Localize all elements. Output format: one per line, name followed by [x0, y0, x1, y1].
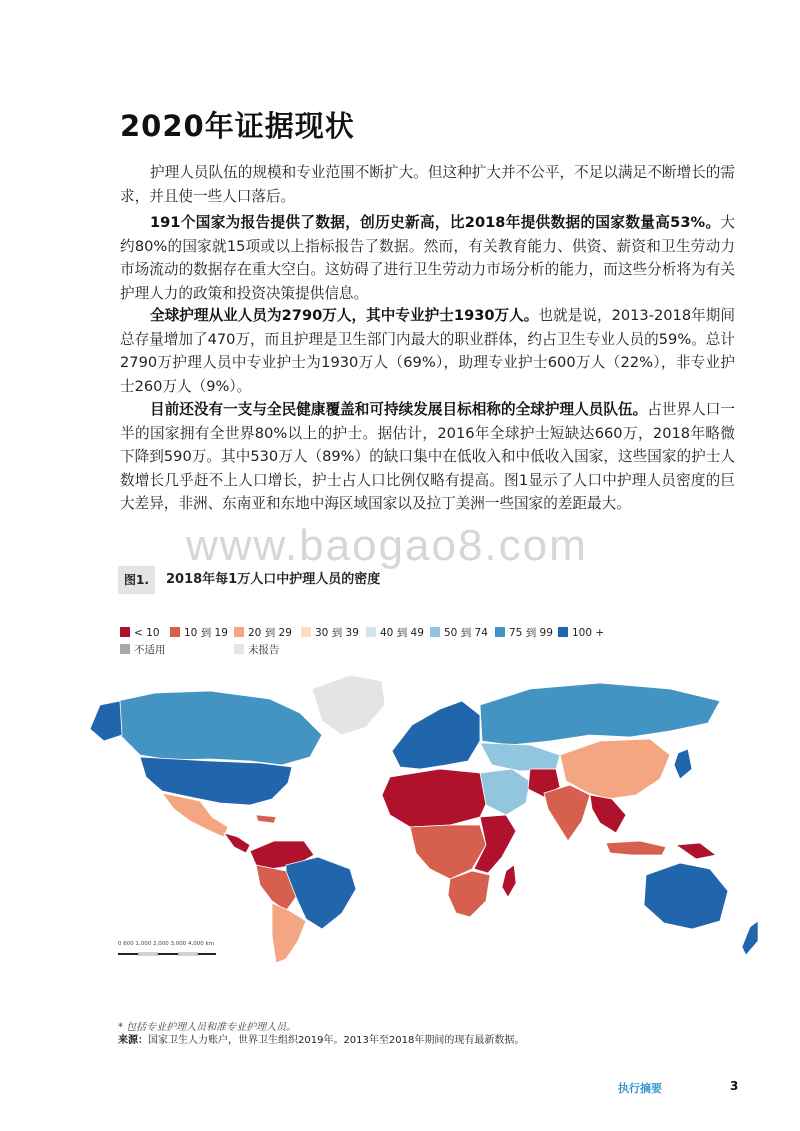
region-central-america: [224, 833, 250, 853]
legend-swatch: [430, 627, 440, 637]
paragraph-text: 占世界人口一半的国家拥有全世界80%以上的护士。据估计，2016年全球护士短缺达660万，2018年略微下降到590万。其中530万人（89%）的缺口集中在低收入和中低收入国家，这些国家的护士人数增长几乎赶不上人口增长，护士占人口比例仅略有提高。图1显示了人口中护理人员密度的巨大差异，非洲、东南亚和东地中海区域国家以及拉丁美洲一些国家的差距最大。: [120, 401, 735, 512]
legend-swatch: [558, 627, 568, 637]
region-russia: [480, 683, 720, 745]
region-central-asia: [480, 743, 560, 771]
legend-item: [558, 626, 604, 640]
legend-item: [301, 626, 359, 640]
scale-values: 0 600 1,000 2,000 3,000 4,000: [118, 941, 204, 947]
region-southern-africa: [448, 871, 490, 917]
legend-swatch: [495, 627, 505, 637]
region-alaska: [90, 701, 122, 741]
legend-label: 10 到 19: [184, 627, 228, 639]
legend-swatch: [120, 644, 130, 654]
region-japan: [674, 749, 692, 779]
page-title: 2020年证据现状: [120, 109, 355, 143]
scale-unit: km: [205, 941, 215, 947]
legend-label: 未报告: [248, 644, 280, 656]
paragraph-lead: 目前还没有一支与全民健康覆盖和可持续发展目标相称的全球护理人员队伍。: [150, 401, 648, 418]
region-india: [544, 785, 590, 841]
paragraph-text: 大约80%的国家就15项或以上指标报告了数据。然而，有关教育能力、供资、薪资和卫生劳动力市场流动的数据存在重大空白。这妨碍了进行卫生劳动力市场分析的能力，而这些分析将为有关护理人力的政策和投资决策提供信息。: [120, 214, 735, 302]
paragraph-intro: [120, 161, 735, 208]
region-canada: [108, 691, 322, 765]
legend-label: < 10: [134, 627, 160, 639]
paragraph-workforce-size: [120, 304, 735, 398]
scale-segment: [178, 953, 198, 955]
scale-segment: [138, 953, 158, 955]
region-europe: [392, 701, 480, 769]
region-southern-cone: [272, 903, 306, 963]
figure-number: 图1.: [118, 566, 155, 594]
region-australia: [644, 863, 728, 929]
legend-swatch: [301, 627, 311, 637]
paragraph-text: 护理人员队伍的规模和专业范围不断扩大。但这种扩大并不公平，不足以满足不断增长的需求，并且使一些人口落后。: [120, 164, 735, 205]
region-southeast-asia: [590, 795, 626, 833]
legend-label: 不适用: [134, 644, 166, 656]
legend-swatch: [234, 627, 244, 637]
footnote: * 包括专业护理人员和准专业护理人员。: [118, 1022, 297, 1033]
footer-section-name: 执行摘要: [618, 1082, 662, 1095]
source-text: 国家卫生人力账户，世界卫生组织2019年。2013年至2018年期间的现有最新数据。: [148, 1035, 525, 1046]
legend-item: [170, 626, 228, 640]
region-north-africa: [382, 769, 490, 827]
legend-label: 40 到 49: [380, 627, 424, 639]
scale-segment: [158, 953, 178, 955]
paragraph-data-reporting: [120, 211, 735, 305]
region-usa: [140, 757, 292, 805]
legend-swatch: [366, 627, 376, 637]
scale-segment: [198, 953, 216, 955]
legend-swatch: [170, 627, 180, 637]
paragraph-lead: 191个国家为报告提供了数据，创历史新高，比2018年提供数据的国家数量高53%。: [150, 214, 721, 231]
region-new-zealand: [742, 921, 758, 955]
legend-swatch: [234, 644, 244, 654]
legend-label: 100 +: [572, 627, 605, 639]
legend-item: [495, 626, 553, 640]
legend-item: [234, 643, 280, 657]
legend-item: [120, 626, 160, 640]
legend-label: 20 到 29: [248, 627, 292, 639]
region-papua-new-guinea: [676, 843, 716, 859]
legend-item: [120, 643, 166, 657]
paragraph-text: 也就是说，2013-2018年期间总存量增加了470万，而且护理是卫生部门内最大的职业群体，约占卫生专业人员的59%。总计2790万护理人员中专业护士为1930万人（69%），助理专业护士600万人（22%），非专业护士260万人（9%）。: [120, 307, 735, 395]
legend-label: 30 到 39: [315, 627, 359, 639]
source-note: [118, 1031, 524, 1046]
region-madagascar: [502, 865, 516, 897]
paragraph-lead: 全球护理从业人员为2790万人，其中专业护士1930万人。: [150, 307, 539, 324]
map-scale-labels: [118, 941, 214, 947]
scale-segment: [118, 953, 138, 955]
page-number: 3: [730, 1079, 739, 1093]
legend-label: 50 到 74: [444, 627, 488, 639]
region-greenland: [312, 675, 385, 735]
source-label: 来源：: [118, 1035, 148, 1046]
region-indonesia: [606, 841, 666, 855]
legend-label: 75 到 99: [509, 627, 553, 639]
region-caribbean: [256, 815, 276, 823]
watermark: www.baogao8.com: [186, 521, 588, 570]
region-central-africa: [410, 825, 486, 879]
legend-item: [430, 626, 488, 640]
legend-item: [234, 626, 292, 640]
legend-swatch: [120, 627, 130, 637]
figure-caption: [118, 566, 738, 594]
world-density-map: [60, 665, 760, 965]
region-middle-east: [480, 769, 530, 815]
figure-title: 2018年每1万人口中护理人员的密度: [166, 572, 381, 587]
legend-item: [366, 626, 424, 640]
paragraph-shortage: [120, 398, 735, 516]
